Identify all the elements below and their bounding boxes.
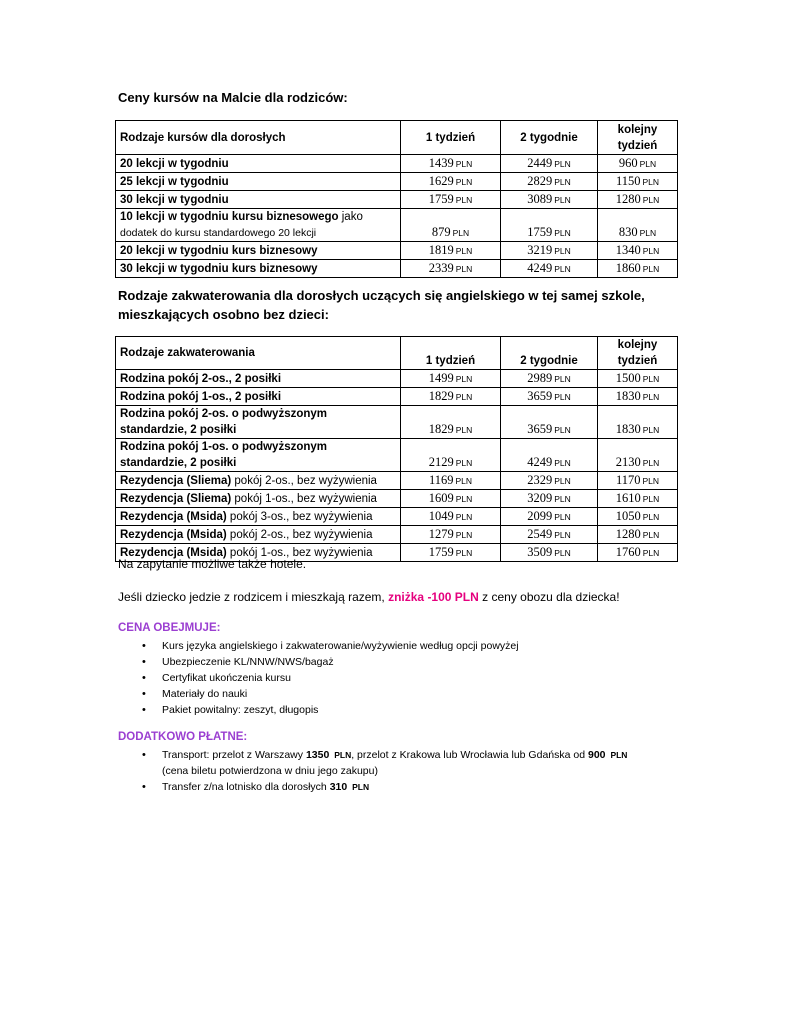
includes-list: [140, 638, 700, 718]
header-label: Rodzaje zakwaterowania: [116, 337, 401, 370]
discount-highlight: zniżka -100 PLN: [388, 590, 479, 604]
accommodation-title: Rodzaje zakwaterowania dla dorosłych uczących się angielskiego w tej samej szkole, mieszkających osobno bez dzieci:: [118, 288, 645, 322]
extra-title: DODATKOWO PŁATNE:: [118, 731, 248, 743]
table-row: Rodzina pokój 1-os. o podwyższonym standardzie, 2 posiłki 2129 PLN 4249 PLN 2130 PLN: [116, 439, 678, 472]
header-next-week: kolejny tydzień: [598, 337, 678, 370]
table-row: Rezydencja (Sliema) pokój 1-os., bez wyżywienia 1609 PLN 3209 PLN 1610 PLN: [116, 490, 678, 508]
hotels-note: Na zapytanie możliwe także hotele.: [118, 557, 307, 571]
list-item: • Certyfikat ukończenia kursu: [142, 672, 291, 684]
list-item: • Ubezpieczenie KL/NNW/NWS/bagaż: [142, 656, 334, 668]
table-row: Rezydencja (Msida) pokój 1-os., bez wyżywienia 1759 PLN 3509 PLN 1760 PLN: [116, 544, 678, 562]
table-row: 25 lekcji w tygodniu 1629 PLN 2829 PLN 1150 PLN: [116, 173, 678, 191]
list-item: • Kurs języka angielskiego i zakwaterowanie/wyżywienie według opcji powyżej: [142, 640, 519, 652]
table-row: Rodzina pokój 2-os. o podwyższonym standardzie, 2 posiłki 1829 PLN 3659 PLN 1830 PLN: [116, 406, 678, 439]
table-row: Rezydencja (Msida) pokój 2-os., bez wyżywienia 1279 PLN 2549 PLN 1280 PLN: [116, 526, 678, 544]
table-row: Rezydencja (Msida) pokój 3-os., bez wyżywienia 1049 PLN 2099 PLN 1050 PLN: [116, 508, 678, 526]
discount-note: Jeśli dziecko jedzie z rodzicem i mieszkają razem, zniżka -100 PLN z ceny obozu dla dziecka!: [118, 590, 620, 604]
table-row: 10 lekcji w tygodniu kursu biznesowego jako dodatek do kursu standardowego 20 lekcji 879 PLN 1759 PLN 830 PLN: [116, 209, 678, 242]
header-label: Rodzaje kursów dla dorosłych: [116, 121, 401, 155]
courses-price-table: [115, 120, 678, 278]
accommodation-price-table: [115, 336, 678, 562]
table-row: 20 lekcji w tygodniu 1439 PLN 2449 PLN 960 PLN: [116, 155, 678, 173]
table-row: Rodzina pokój 2-os., 2 posiłki 1499 PLN 2989 PLN 1500 PLN: [116, 370, 678, 388]
courses-title: Ceny kursów na Malcie dla rodziców:: [118, 90, 348, 105]
extra-list: [140, 747, 700, 795]
includes-title: CENA OBEJMUJE:: [118, 622, 221, 634]
table-row: Rodzina pokój 1-os., 2 posiłki 1829 PLN 3659 PLN 1830 PLN: [116, 388, 678, 406]
header-2-weeks: 2 tygodnie: [501, 337, 598, 370]
table-header-row: [116, 337, 678, 370]
list-item: • Pakiet powitalny: zeszyt, długopis: [142, 704, 319, 716]
table-row: 20 lekcji w tygodniu kurs biznesowy 1819 PLN 3219 PLN 1340 PLN: [116, 242, 678, 260]
table-header-row: [116, 121, 678, 155]
header-1-week: 1 tydzień: [401, 337, 501, 370]
header-1-week: 1 tydzień: [401, 121, 501, 155]
table-row: Rezydencja (Sliema) pokój 2-os., bez wyżywienia 1169 PLN 2329 PLN 1170 PLN: [116, 472, 678, 490]
list-item: • Materiały do nauki: [142, 688, 248, 700]
header-next-week: kolejny tydzień: [598, 121, 678, 155]
table-row: 30 lekcji w tygodniu kurs biznesowy 2339 PLN 4249 PLN 1860 PLN: [116, 260, 678, 278]
header-2-weeks: 2 tygodnie: [501, 121, 598, 155]
list-item: • Transport: przelot z Warszawy 1350 PLN, przelot z Krakowa lub Wrocławia lub Gdańska od 900 PLN (cena biletu potwierdzona w dniu jego zakupu): [142, 749, 628, 777]
table-row: 30 lekcji w tygodniu 1759 PLN 3089 PLN 1280 PLN: [116, 191, 678, 209]
list-item: • Transfer z/na lotnisko dla dorosłych 310 PLN: [142, 781, 370, 793]
